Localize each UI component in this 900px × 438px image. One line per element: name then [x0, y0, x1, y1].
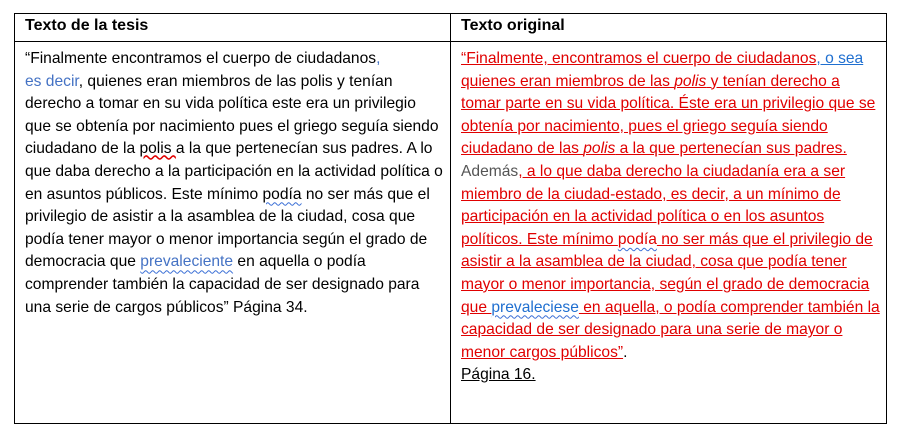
header-row — [15, 14, 887, 42]
original-seg-podia: podía — [617, 230, 657, 248]
thesis-seg-podia: podía — [262, 185, 302, 203]
original-seg: “Finalmente, encontramos el cuerpo de ciudadanos — [461, 50, 817, 67]
thesis-text-cell — [15, 42, 451, 424]
original-page-ref: Página 16. — [461, 366, 536, 384]
original-seg: no ser más que el privilegio de asistir a la asamblea de la ciudad, cosa que podía tener mayor o menor importancia, según el grado de democracia que — [461, 230, 873, 316]
original-seg-polis: polis — [583, 140, 616, 158]
comparison-table — [14, 13, 887, 424]
original-seg: quienes eran miembros de las — [461, 72, 675, 90]
thesis-seg: en aquella o podía comprender también la capacidad de ser designado para una serie de cargos públicos” Página 34. — [25, 253, 420, 316]
original-seg: a la que pertenecían sus padres. — [615, 140, 847, 158]
original-seg: a lo que daba derecho la ciudadanía era a ser miembro de la ciudad-estado, es decir, a un mínimo de participación en la actividad política o en los asuntos políticos. Este mínimo — [461, 162, 846, 248]
original-seg-o-sea: , o sea — [816, 50, 864, 67]
thesis-seg: no ser más que el privilegio de asistir a la asamblea de la ciudad, cosa que podía tener mayor o menor importancia según el grado de democracia que — [25, 185, 430, 271]
original-seg: . — [623, 343, 628, 361]
content-row — [15, 42, 887, 424]
header-original-text: Texto original — [451, 14, 887, 42]
thesis-seg: , quienes eran miembros de las polis y tenían derecho a tomar en su vida política este era un privilegio que se obtenía por nacimiento pues el griego seguía siendo ciudadano de la — [25, 72, 439, 158]
original-seg: , — [518, 162, 523, 180]
original-text-cell — [451, 42, 887, 424]
thesis-seg: “Finalmente encontramos el cuerpo de ciudadanos — [25, 50, 377, 67]
original-seg: en aquella, o podía comprender también la capacidad de ser designado para una serie de mayor o menor cargos públicos” — [461, 298, 880, 361]
original-seg-prevaleciese: prevaleciese — [491, 298, 579, 316]
thesis-seg-prevaleciente: prevaleciente — [140, 253, 234, 271]
thesis-seg-polis: polis — [139, 140, 176, 158]
thesis-seg: , — [376, 50, 381, 67]
original-seg: y tenían derecho a tomar parte en su vida política. Éste era un privilegio que se obtenía por nacimiento, pues el griego seguía siendo ciudadano de las — [461, 72, 876, 158]
thesis-seg-highlight: es decir — [25, 72, 79, 90]
header-thesis-text: Texto de la tesis — [15, 14, 451, 42]
original-seg-polis: polis — [674, 72, 707, 90]
thesis-seg: a la que pertenecían sus padres. A lo que daba derecho a la participación en la actividad política o en asuntos públicos. Este mínimo — [25, 140, 443, 203]
original-seg-ademas: Además — [461, 162, 519, 180]
